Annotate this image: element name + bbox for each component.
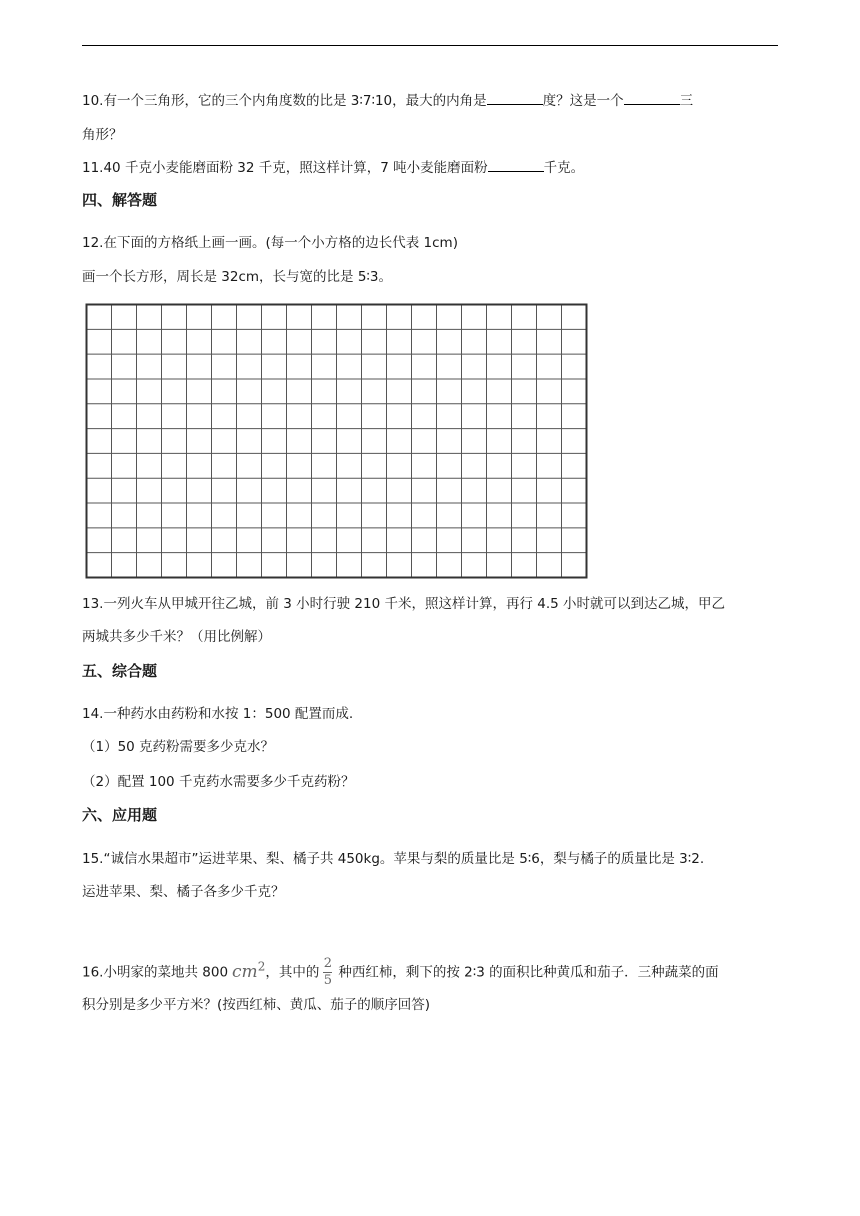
question-14-sub1: （1）50 克药粉需要多少克水？ xyxy=(82,739,275,755)
unit-cm2: $cm^2$ xyxy=(232,959,266,982)
section-heading-4: 四、解答题 xyxy=(82,191,158,209)
question-10-line2: 角形？ xyxy=(82,127,123,143)
question-13-line1: 13.一列火车从甲城开往乙城，前 3 小时行驶 210 千米，照这样计算，再行 4.5 小时就可以到达乙城，甲乙 xyxy=(82,596,726,612)
grid-svg xyxy=(85,303,588,579)
question-14-stem: 14.一种药水由药粉和水按 1：500 配置而成. xyxy=(82,706,354,722)
fraction: $\frac{2}{5}$ xyxy=(323,956,332,989)
question-15-line1: 15.“诚信水果超市”运进苹果、梨、橘子共 450kg。苹果与梨的质量比是 5∶6，梨与橘子的质量比是 3∶2. xyxy=(82,851,705,867)
answer-blank[interactable] xyxy=(624,90,680,105)
question-13-line2: 两城共多少千米？（用比例解） xyxy=(82,629,271,645)
question-16-line1: 16.小明家的菜地共 800 $cm^2$，其中的 $\frac{2}{5}$ 种西红柿，剩下的按 2∶3 的面积比种黄瓜和茄子．三种蔬菜的面 xyxy=(82,956,719,989)
question-15-line2: 运进苹果、梨、橘子各多少千克？ xyxy=(82,884,285,900)
answer-blank[interactable] xyxy=(487,90,543,105)
question-10-line1: 10.有一个三角形，它的三个内角度数的比是 3∶7∶10，最大的内角是 度？这是一个 三 xyxy=(82,90,782,111)
question-12-line2: 画一个长方形，周长是 32cm，长与宽的比是 5∶3。 xyxy=(82,269,393,285)
section-heading-6: 六、应用题 xyxy=(82,806,158,824)
question-16-line2: 积分别是多少平方米？(按西红柿、黄瓜、茄子的顺序回答) xyxy=(82,997,431,1013)
answer-blank[interactable] xyxy=(488,157,544,172)
section-heading-5: 五、综合题 xyxy=(82,662,158,680)
header-rule xyxy=(82,45,778,46)
question-12-line1: 12.在下面的方格纸上画一画。(每一个小方格的边长代表 1cm) xyxy=(82,235,458,251)
grid-paper[interactable] xyxy=(85,303,588,583)
question-11: 11.40 千克小麦能磨面粉 32 千克，照这样计算，7 吨小麦能磨面粉 千克。 xyxy=(82,157,782,178)
question-14-sub2: （2）配置 100 千克药水需要多少千克药粉？ xyxy=(82,774,355,790)
